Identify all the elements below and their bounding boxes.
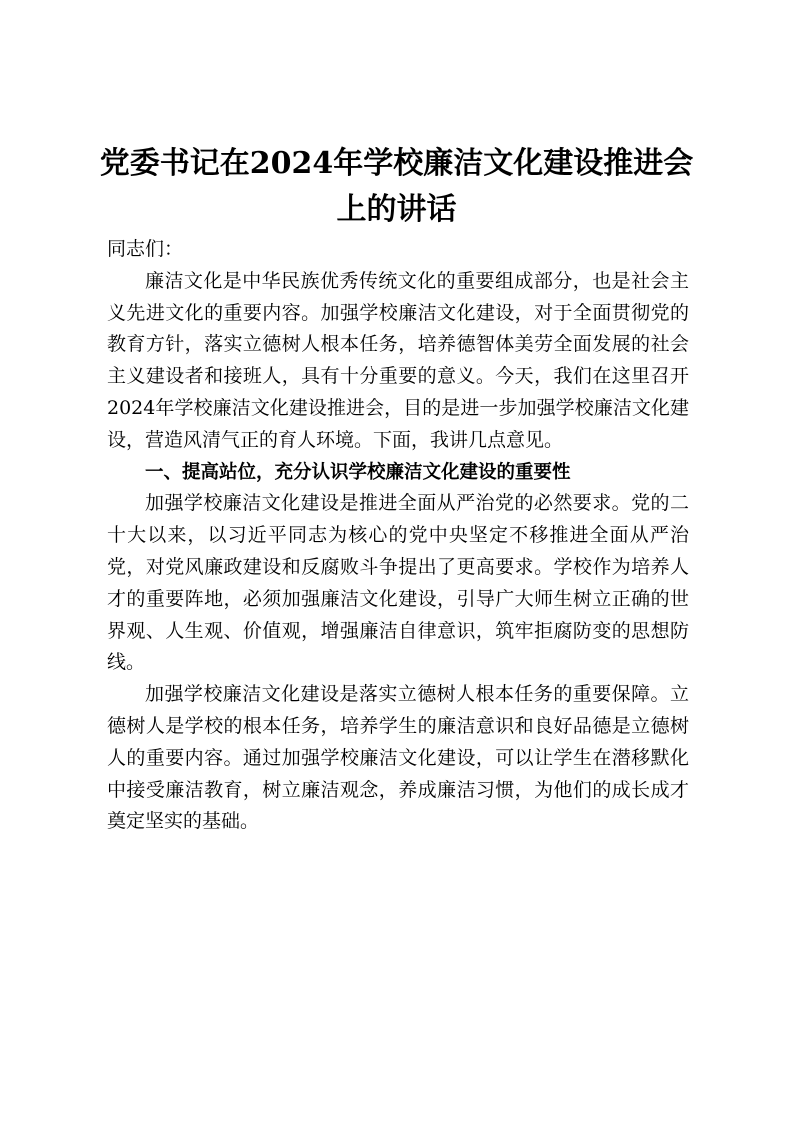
document-title	[95, 141, 698, 233]
section-1-paragraph-2: 加强学校廉洁文化建设是落实立德树人根本任务的重要保障。立德树人是学校的根本任务，培养学生的廉洁意识和良好品德是立德树人的重要内容。通过加强学校廉洁文化建设，可以让学生在潜移默化中接受廉洁教育，树立廉洁观念，养成廉洁习惯，为他们的成长成才奠定坚实的基础。	[107, 683, 689, 833]
section-1-heading: 一、提高站位，充分认识学校廉洁文化建设的重要性	[145, 461, 571, 483]
intro-paragraph: 廉洁文化是中华民族优秀传统文化的重要组成部分，也是社会主义先进文化的重要内容。加强学校廉洁文化建设，对于全面贯彻党的教育方针，落实立德树人根本任务，培养德智体美劳全面发展的社会主义建设者和接班人，具有十分重要的意义。今天，我们在这里召开2024年学校廉洁文化建设推进会，目的是进一步加强学校廉洁文化建设，营造风清气正的育人环境。下面，我讲几点意见。	[107, 269, 689, 451]
title-line-1: 党委书记在2024年学校廉洁文化建设推进会	[99, 146, 694, 181]
section-1-paragraph-1: 加强学校廉洁文化建设是推进全面从严治党的必然要求。党的二十大以来，以习近平同志为核心的党中央坚定不移推进全面从严治党，对党风廉政建设和反腐败斗争提出了更高要求。学校作为培养人才的重要阵地，必须加强廉洁文化建设，引导广大师生树立正确的世界观、人生观、价值观，增强廉洁自律意识，筑牢拒腐防变的思想防线。	[107, 492, 689, 674]
title-line-2: 上的讲话	[336, 192, 457, 227]
document-body	[107, 234, 689, 838]
salutation: 同志们：	[107, 238, 184, 260]
